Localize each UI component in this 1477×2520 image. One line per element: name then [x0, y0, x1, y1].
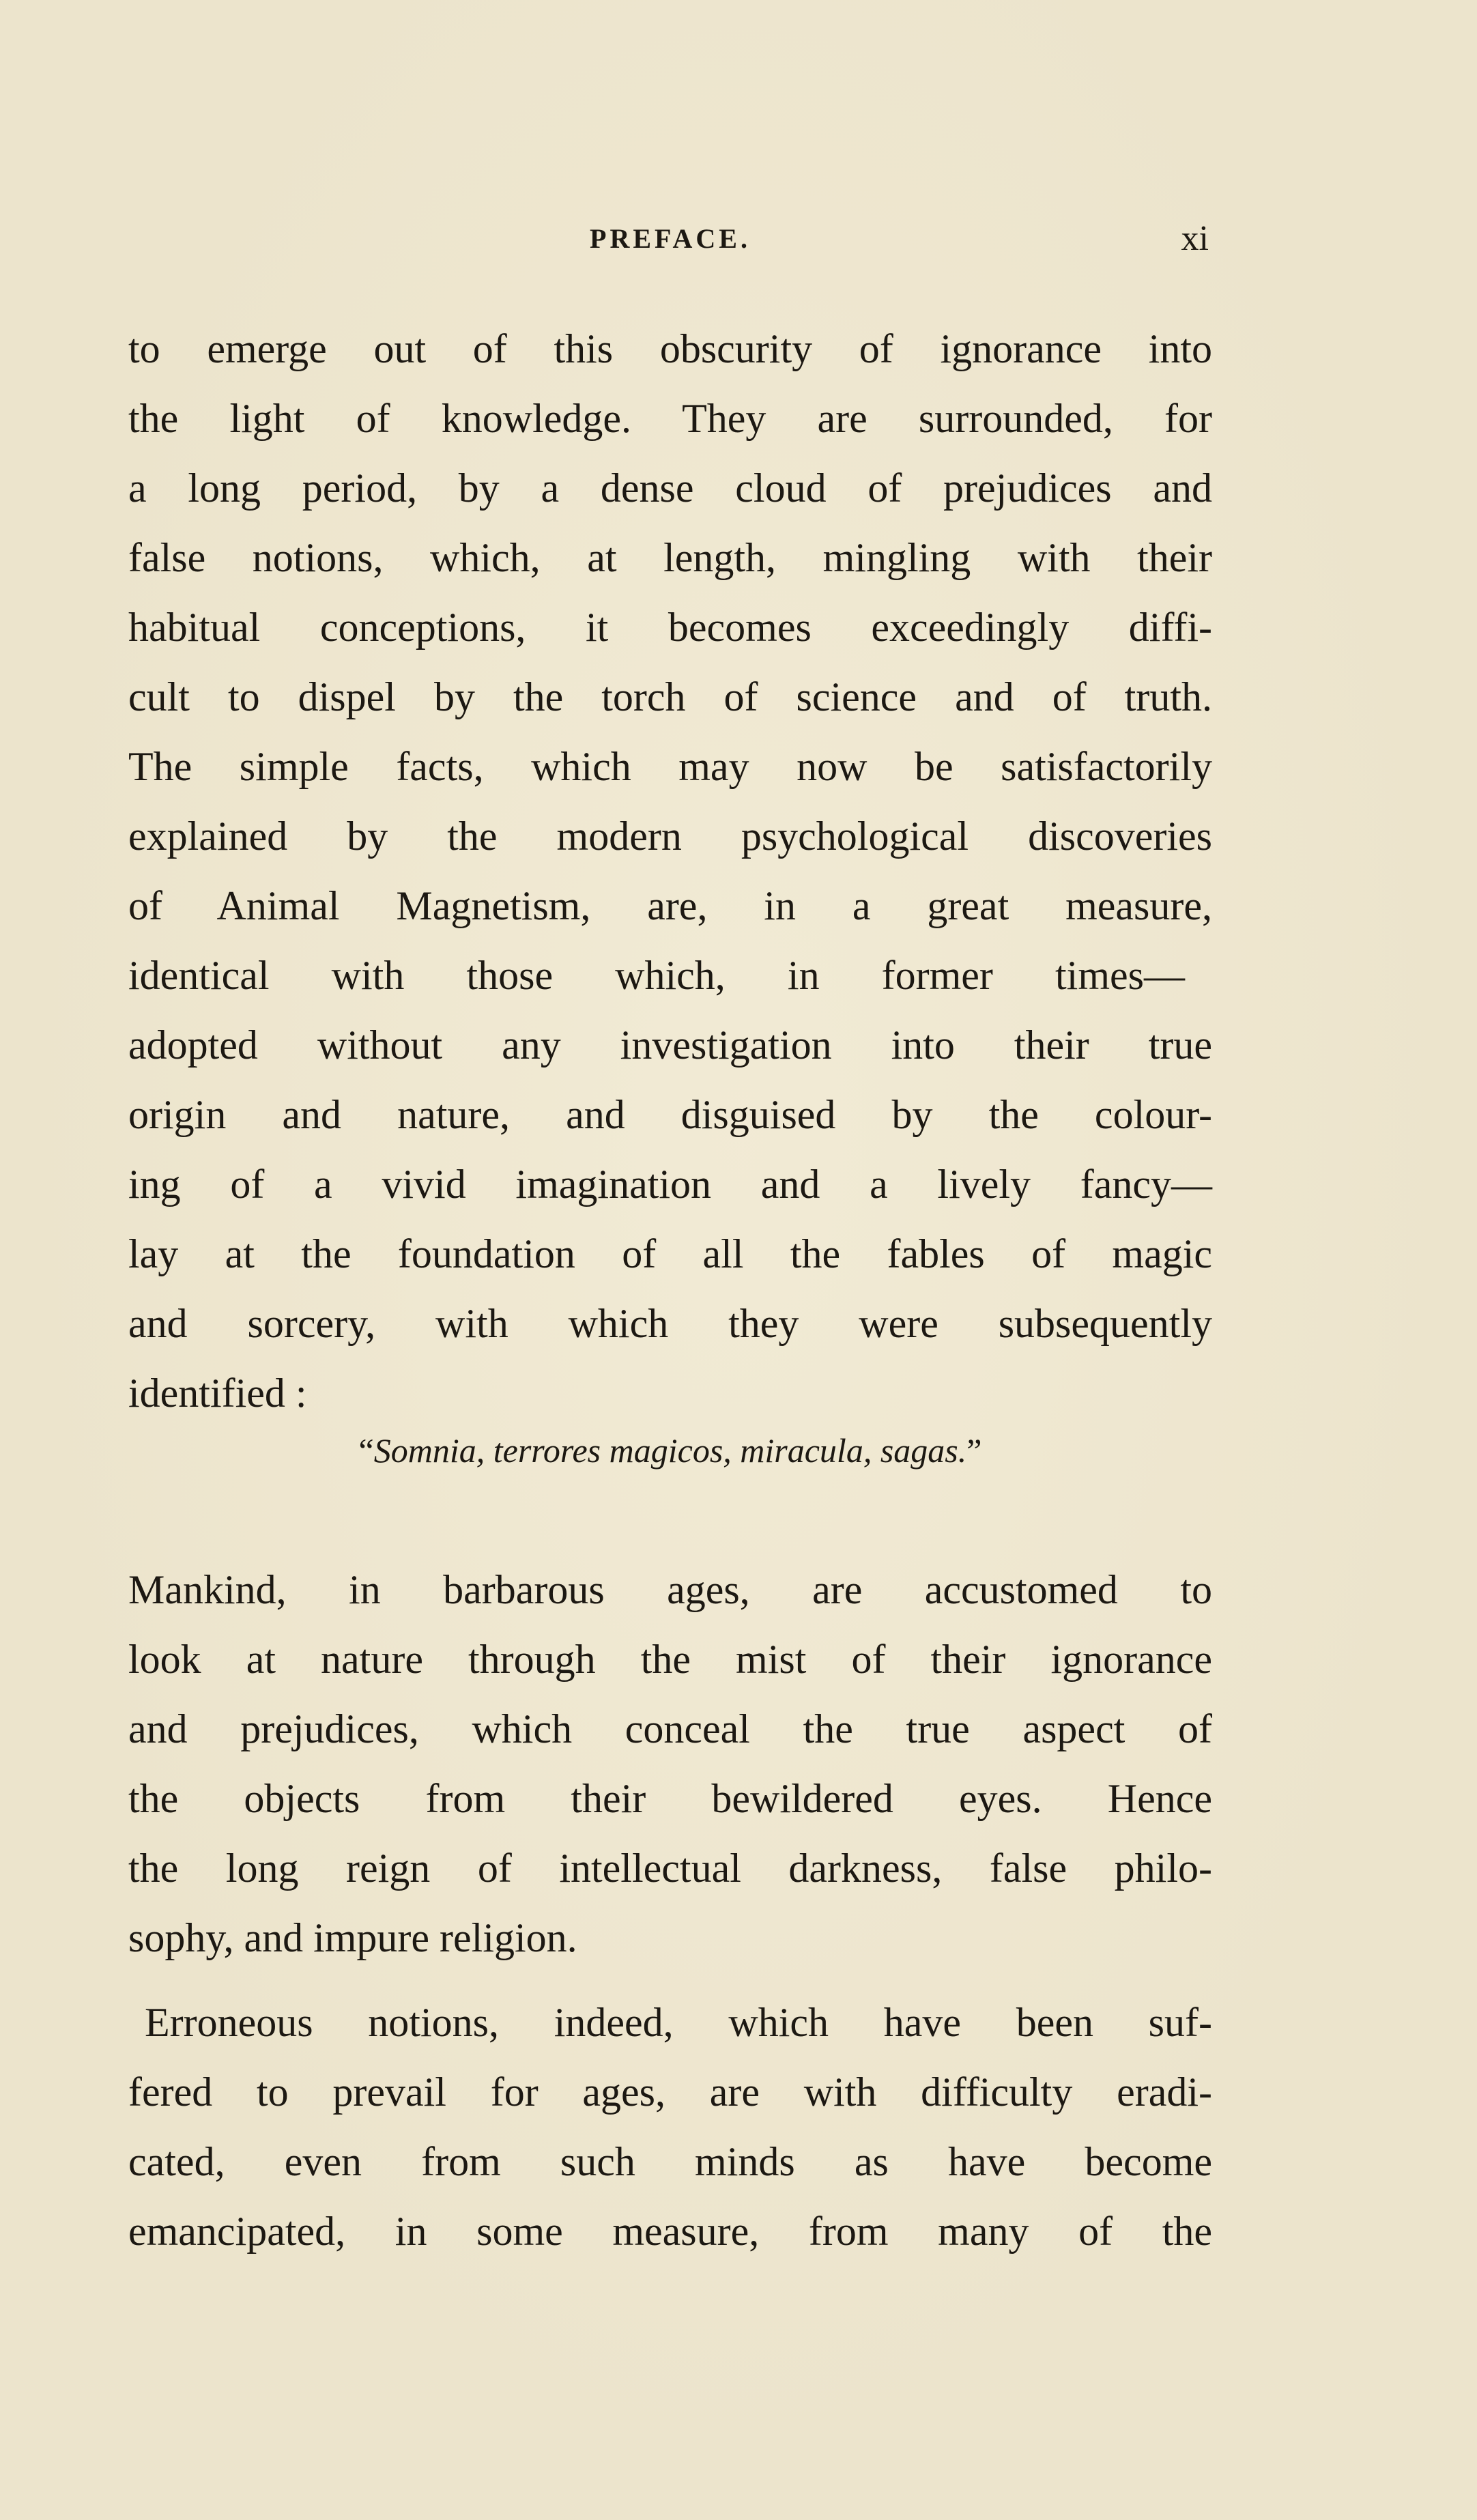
text-line: a long period, by a dense cloud of prejudices and: [128, 466, 1212, 511]
text-line: and prejudices, which conceal the true aspect of: [128, 1706, 1212, 1751]
text-line: the long reign of intellectual darkness, false philo-: [128, 1846, 1212, 1891]
quote-open-mark: “: [358, 1431, 374, 1470]
text-line: sophy, and impure religion.: [128, 1915, 577, 1960]
text-line: the objects from their bewildered eyes. Hence: [128, 1776, 1212, 1821]
text-line: to emerge out of this obscurity of ignorance into: [128, 326, 1212, 371]
text-line: fered to prevail for ages, are with difficulty eradi-: [128, 2070, 1212, 2115]
text-line: ing of a vivid imagination and a lively fancy—: [128, 1162, 1212, 1207]
text-line: The simple facts, which may now be satisfactorily: [128, 744, 1212, 789]
page-header: [128, 219, 1212, 266]
text-line: origin and nature, and disguised by the colour-: [128, 1092, 1212, 1137]
latin-quotation: [128, 1427, 1212, 1474]
text-line: false notions, which, at length, mingling with their: [128, 535, 1212, 580]
text-line: identified :: [128, 1371, 307, 1416]
text-line: the light of knowledge. They are surrounded, for: [128, 396, 1212, 441]
page-number: xi: [1181, 219, 1209, 258]
text-line: of Animal Magnetism, are, in a great measure,: [128, 883, 1212, 928]
text-line: emancipated, in some measure, from many of the: [128, 2209, 1212, 2254]
quote-text: Somnia, terrores magicos, miracula, sagas.: [373, 1431, 967, 1470]
text-line: lay at the foundation of all the fables of magic: [128, 1231, 1212, 1276]
text-line: cated, even from such minds as have become: [128, 2139, 1212, 2184]
text-line: identical with those which, in former times—: [128, 953, 1185, 998]
text-line: Mankind, in barbarous ages, are accustomed to: [128, 1567, 1212, 1612]
text-line: cult to dispel by the torch of science and of truth.: [128, 674, 1212, 719]
text-line: habitual conceptions, it becomes exceedingly diffi-: [128, 605, 1212, 650]
text-line: look at nature through the mist of their ignorance: [128, 1637, 1212, 1682]
running-head: PREFACE.: [590, 223, 751, 254]
text-line: and sorcery, with which they were subsequently: [128, 1301, 1212, 1346]
text-line: explained by the modern psychological discoveries: [128, 814, 1212, 859]
text-line: adopted without any investigation into their true: [128, 1022, 1212, 1068]
text-line: Erroneous notions, indeed, which have been suf-: [145, 2000, 1212, 2045]
quote-close-mark: ”: [966, 1431, 982, 1470]
